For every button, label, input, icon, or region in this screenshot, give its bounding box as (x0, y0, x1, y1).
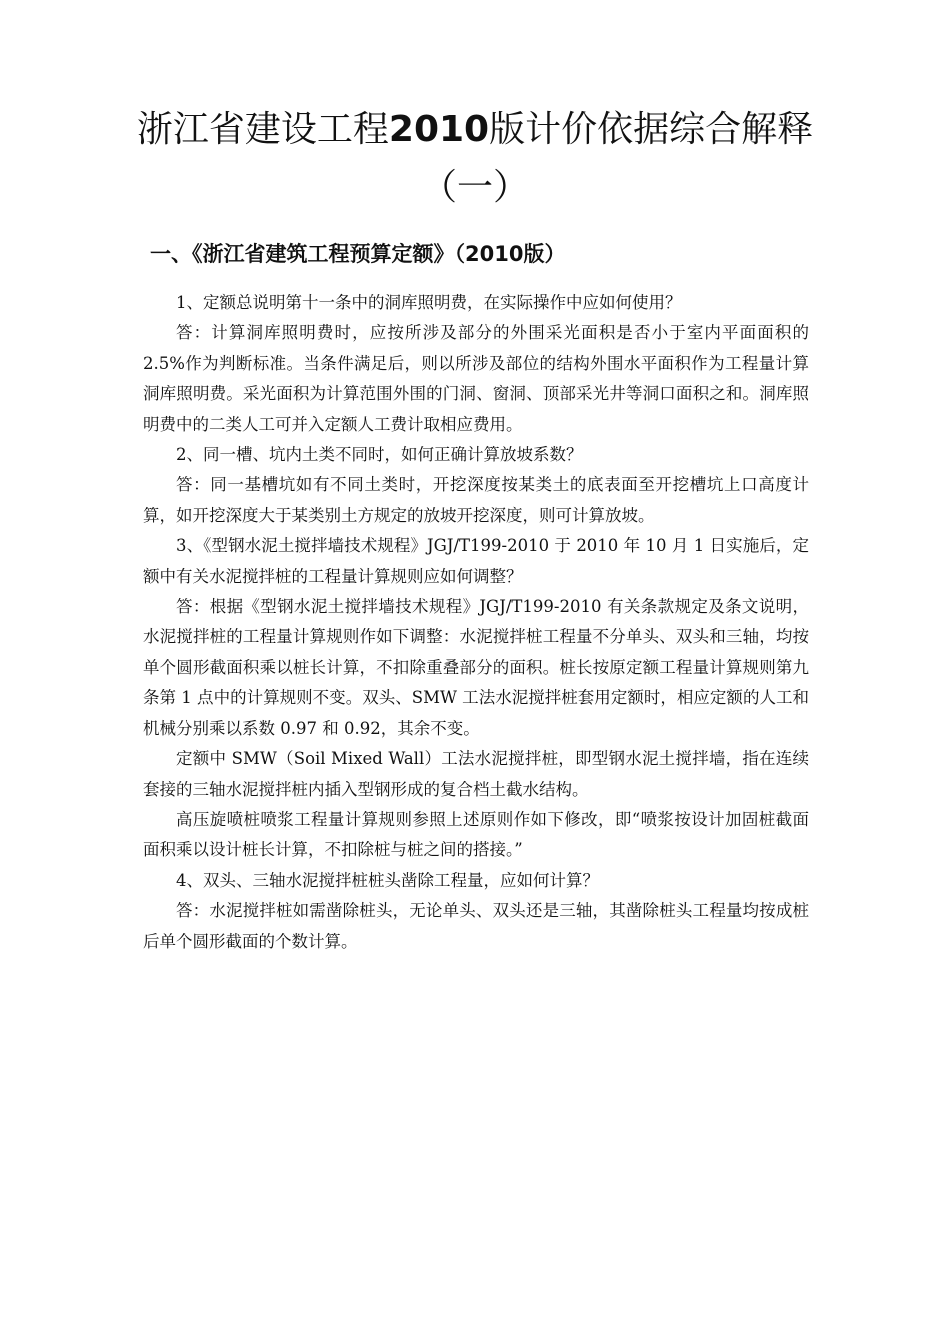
document-title (0, 108, 950, 152)
title-suffix: 版计价依据综合解释 (489, 109, 814, 150)
title-year: 2010 (388, 109, 490, 150)
answer-4: 答：水泥搅拌桩如需凿除桩头，无论单头、双头还是三轴，其凿除桩头工程量均按成桩后单个圆形截面的个数计算。 (143, 901, 809, 951)
document-subtitle: （一） (420, 167, 529, 208)
question-3: 3、《型钢水泥土搅拌墙技术规程》JGJ/T199-2010 于 2010 年 10 月 1 日实施后，定额中有关水泥搅拌桩的工程量计算规则应如何调整？ (143, 536, 809, 586)
answer-2: 答：同一基槽坑如有不同土类时，开挖深度按某类土的底表面至开挖槽坑上口高度计算，如开挖深度大于某类别土方规定的放坡开挖深度，则可计算放坡。 (143, 475, 809, 525)
question-4: 4、双头、三轴水泥搅拌桩桩头凿除工程量，应如何计算？ (176, 870, 599, 890)
answer-3-note-jet-grouting: 高压旋喷桩喷浆工程量计算规则参照上述原则作如下修改，即“喷浆按设计加固桩截面面积乘以设计桩长计算，不扣除桩与桩之间的搭接。” (143, 809, 809, 860)
question-1: 1、定额总说明第十一条中的洞库照明费，在实际操作中应如何使用？ (176, 293, 682, 312)
section-heading: 一、《浙江省建筑工程预算定额》（2010版） (150, 242, 566, 266)
document-body (143, 288, 809, 957)
question-2: 2、同一槽、坑内土类不同时，如何正确计算放坡系数？ (176, 445, 583, 465)
title-prefix: 浙江省建设工程 (136, 109, 389, 150)
answer-1: 答：计算洞库照明费时，应按所涉及部分的外围采光面积是否小于室内平面面积的 2.5%作为判断标准。当条件满足后，则以所涉及部位的结构外围水平面积作为工程量计算洞库照明费。采光面积为计算范围外围的门洞、窗洞、顶部采光井等洞口面积之和。洞库照明费中的二类人工可并入定额人工费计取相应费用。 (143, 323, 809, 434)
answer-3-note-smw: 定额中 SMW（Soil Mixed Wall）工法水泥搅拌桩，即型钢水泥土搅拌墙，指在连续套接的三轴水泥搅拌桩内插入型钢形成的复合档土截水结构。 (143, 749, 809, 799)
answer-3: 答：根据《型钢水泥土搅拌墙技术规程》JGJ/T199-2010 有关条款规定及条文说明，水泥搅拌桩的工程量计算规则作如下调整：水泥搅拌桩工程量不分单头、双头和三轴，均按单个圆形截面积乘以桩长计算，不扣除重叠部分的面积。桩长按原定额工程量计算规则第九条第 1 点中的计算规则不变。双头、SMW 工法水泥搅拌桩套用定额时，相应定额的人工和机械分别乘以系数 0.97 和 0.92，其余不变。 (143, 597, 809, 738)
